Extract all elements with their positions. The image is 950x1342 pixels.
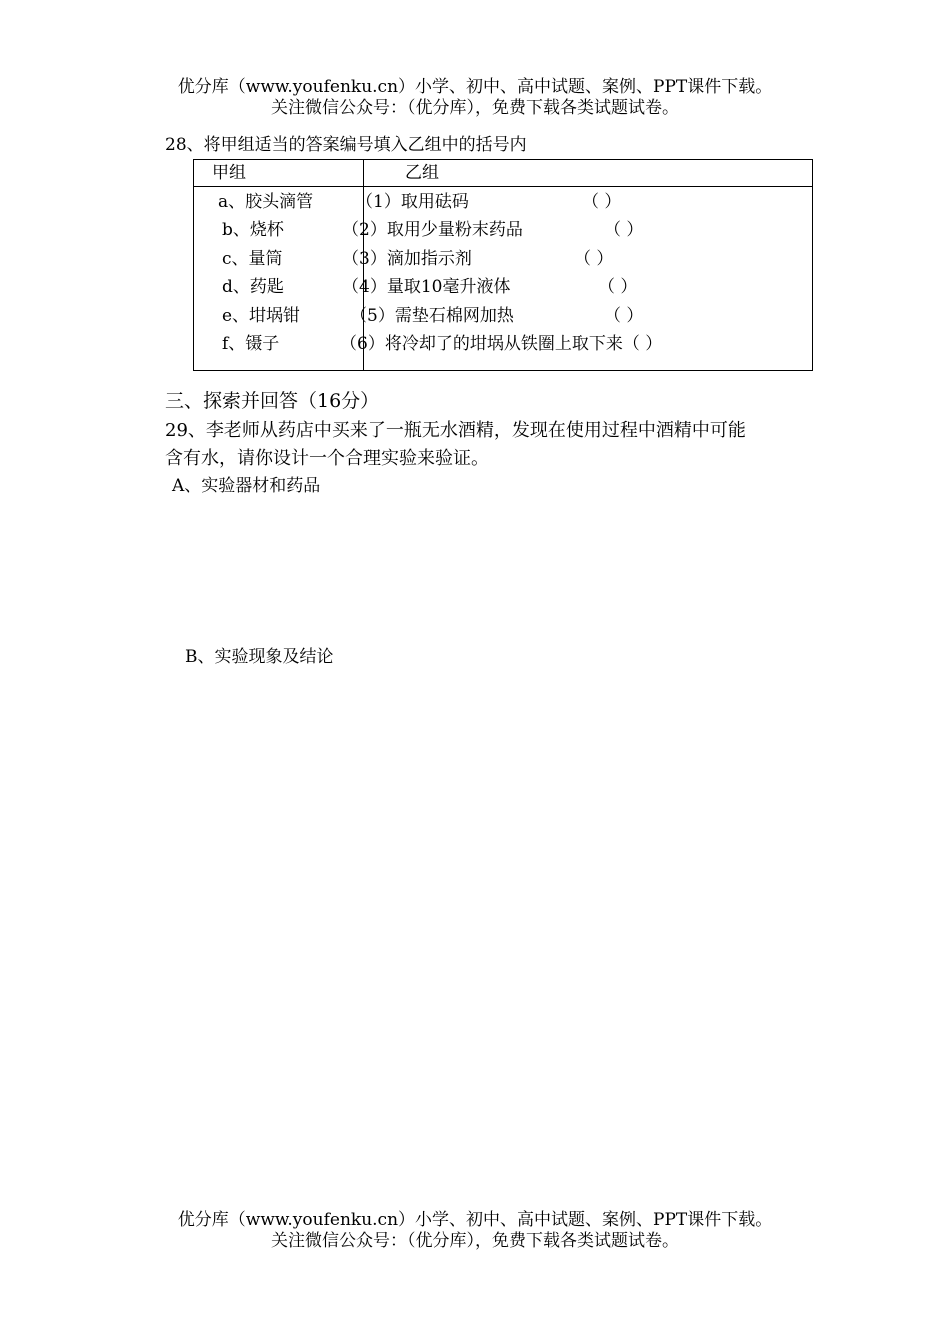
right-item-5: （5）需垫石棉网加热 [350,306,514,326]
answer-bracket-2: （ ） [604,220,644,240]
table-header-left: 甲组 [212,163,246,183]
left-item-a: a、胶头滴管 [218,192,314,212]
q28-prompt: 28、将甲组适当的答案编号填入乙组中的括号内 [165,135,527,155]
footer-line-1: 优分库（www.youfenku.cn）小学、初中、高中试题、案例、PPT课件下载。 [177,1210,773,1230]
left-item-b: b、烧杯 [222,220,284,240]
q29-part-a: A、实验器材和药品 [172,476,321,496]
section-3-title: 三、探索并回答（16分） [165,390,380,412]
table-header-divider [193,186,813,187]
answer-bracket-1: （ ） [582,192,622,212]
right-item-4: （4）量取10毫升液体 [342,277,511,297]
left-item-f: f、镊子 [222,334,280,354]
right-item-1: （1）取用砝码 [356,192,469,212]
answer-bracket-5: （ ） [604,306,644,326]
left-item-d: d、药匙 [222,277,284,297]
footer-line-2: 关注微信公众号：（优分库），免费下载各类试题试卷。 [271,1231,679,1251]
table-header-right: 乙组 [405,163,439,183]
q29-line-1: 29、李老师从药店中买来了一瓶无水酒精，发现在使用过程中酒精中可能 [165,420,746,441]
header-line-1: 优分库（www.youfenku.cn）小学、初中、高中试题、案例、PPT课件下载。 [177,77,773,97]
answer-bracket-4: （ ） [598,277,638,297]
right-item-2: （2）取用少量粉末药品 [342,220,523,240]
q29-line-2: 含有水，请你设计一个合理实验来验证。 [165,448,489,469]
left-item-e: e、坩埚钳 [222,306,301,326]
left-item-c: c、量筒 [222,249,283,269]
right-item-3: （3）滴加指示剂 [342,249,472,269]
q29-part-b: B、实验现象及结论 [185,647,334,667]
answer-bracket-3: （ ） [574,249,614,269]
header-line-2: 关注微信公众号：（优分库），免费下载各类试题试卷。 [271,98,679,118]
right-item-6: （6）将冷却了的坩埚从铁圈上取下来（ ） [340,334,663,354]
